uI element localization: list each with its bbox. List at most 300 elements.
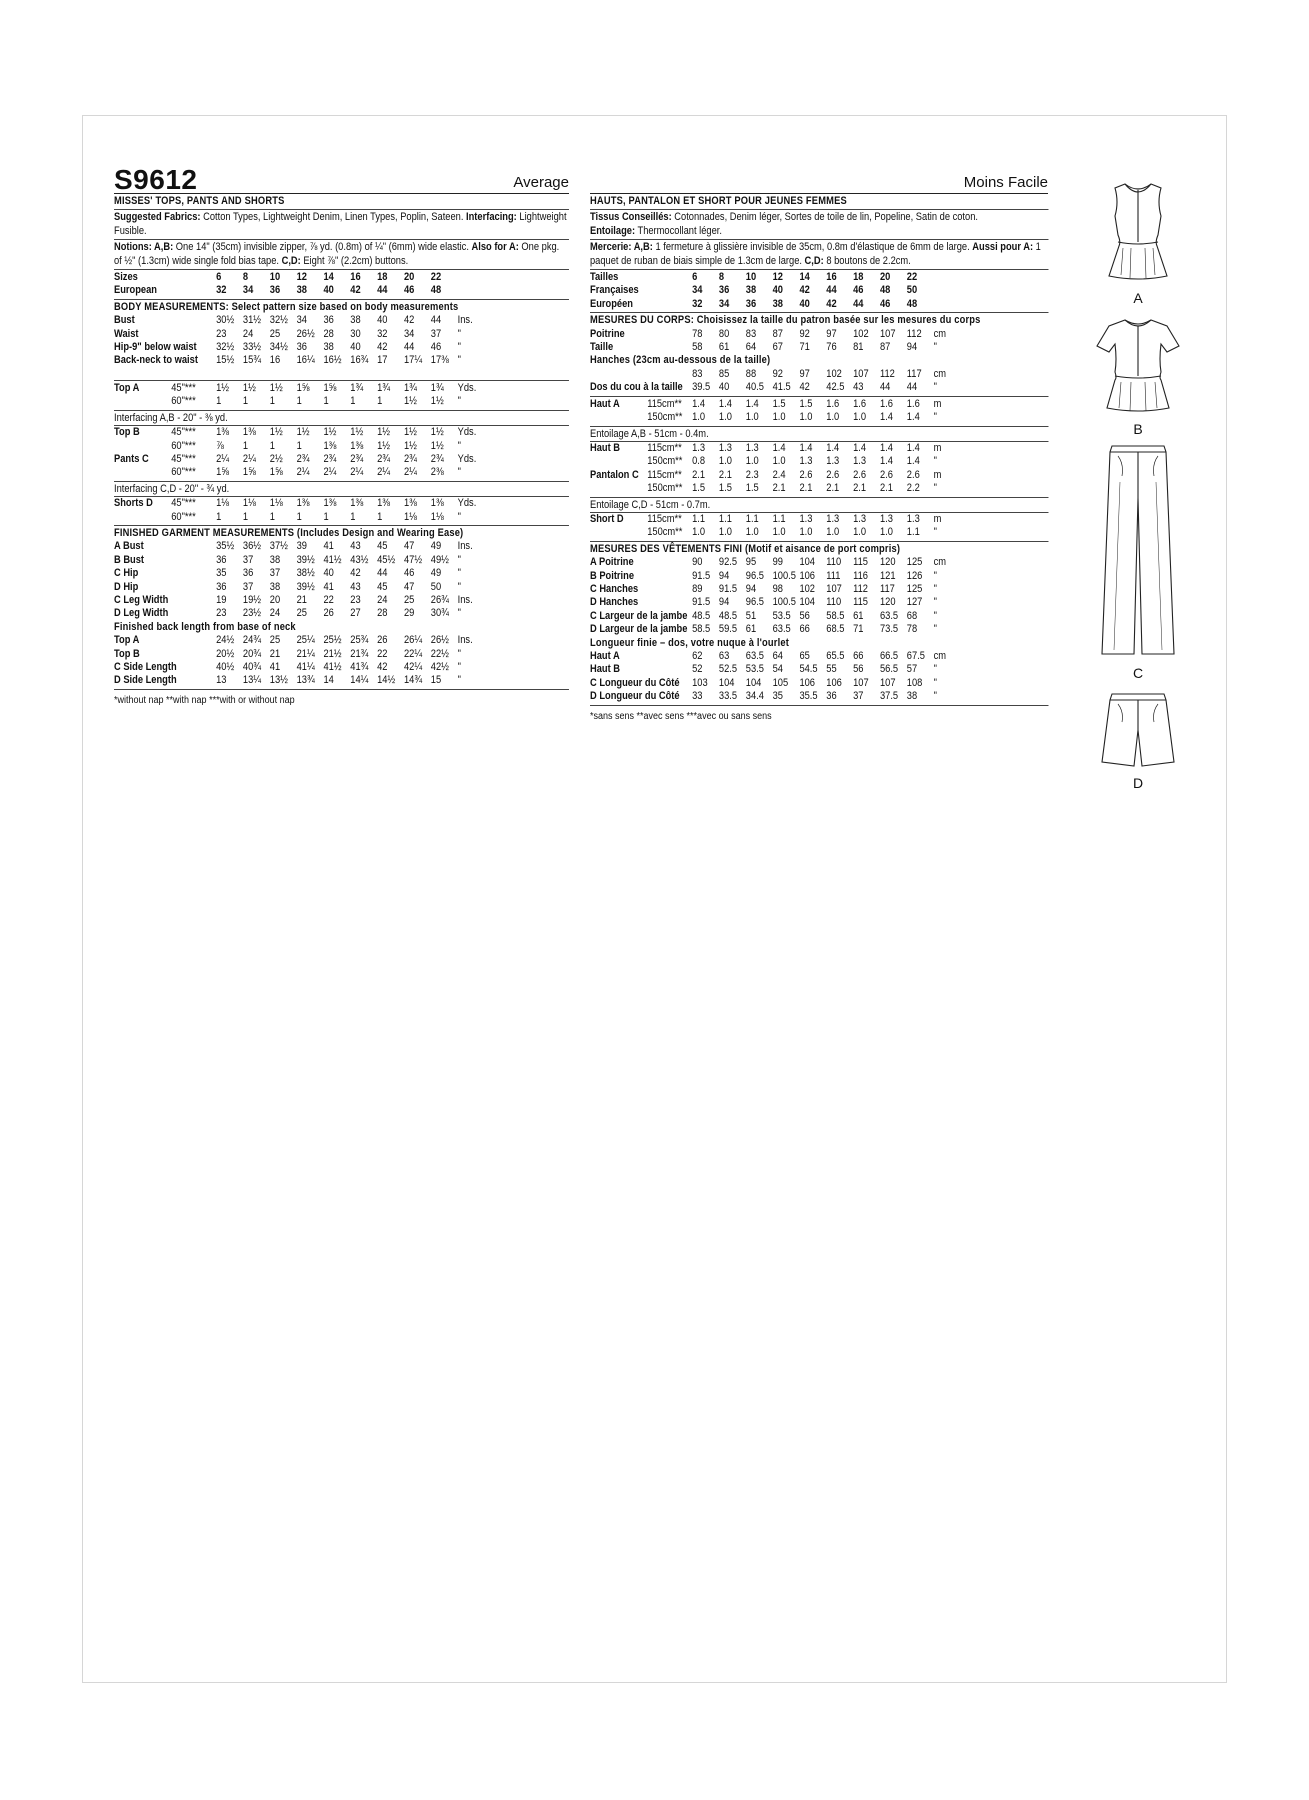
cell-value: 61: [853, 609, 864, 622]
cell-value: 44: [879, 381, 891, 394]
cell-value: 61: [718, 341, 730, 354]
cell-value: 90: [692, 556, 703, 569]
cell-value: 38½: [296, 567, 315, 580]
row-unit: cm: [933, 327, 947, 340]
cell-value: 117: [906, 367, 922, 380]
row-unit: m: [933, 512, 942, 525]
cell-value: 1½: [430, 439, 444, 452]
finished-rows: [114, 540, 569, 620]
cell-value: 1.4: [799, 441, 813, 454]
row-unit: Yds.: [457, 497, 477, 510]
cell-value: 37.5: [879, 690, 899, 703]
cell-value: 104: [745, 676, 762, 689]
cell-value: 81: [853, 341, 864, 354]
cell-value: 104: [718, 676, 735, 689]
yardage-group: [114, 482, 569, 526]
cell-value: 100.5: [772, 569, 796, 582]
cell-value: 1⅜: [323, 439, 337, 452]
cell-value: 23: [350, 593, 361, 606]
cell-value: 38: [745, 284, 757, 297]
english-header: [114, 160, 569, 194]
row-unit: ": [933, 690, 937, 703]
cell-value: 41½: [323, 661, 342, 673]
finished-title: FINISHED GARMENT MEASUREMENTS (Includes Design and Wearing Ease): [114, 526, 464, 539]
row-label: Back-neck to waist: [114, 354, 198, 367]
row-label: Haut B: [590, 441, 621, 454]
cell-value: 104: [799, 596, 816, 609]
cell-value: 14½: [377, 674, 396, 687]
cell-value: 26½: [296, 327, 315, 340]
cell-value: 1.0: [745, 411, 759, 424]
cell-value: 71: [853, 623, 864, 636]
back-length-row: [590, 677, 1048, 690]
interfacing-note: Interfacing A,B - 20" - ⅜ yd.: [114, 411, 228, 424]
cell-value: 8: [718, 271, 725, 284]
yardage-table-fr: [590, 397, 1048, 542]
cell-value: 21¾: [350, 647, 369, 660]
row-unit: ": [933, 381, 937, 394]
yardage-row: [590, 398, 1048, 411]
cell-value: 1¾: [430, 381, 444, 394]
cell-value: 40: [377, 314, 388, 327]
cell-value: 1.3: [718, 441, 732, 454]
cell-value: 38: [323, 341, 334, 354]
english-body: [114, 194, 569, 690]
row-unit: Ins.: [457, 540, 473, 553]
cell-value: 19: [216, 593, 227, 606]
cell-value: 21½: [323, 647, 342, 660]
cell-value: 38: [269, 580, 281, 593]
cell-value: 112: [853, 582, 868, 595]
row-unit: ": [457, 580, 461, 593]
cell-value: 49: [430, 540, 442, 553]
cell-value: 76: [826, 341, 837, 354]
row-unit: m: [933, 441, 942, 454]
cd-text-fr: 8 boutons de 2.2cm.: [823, 254, 911, 267]
cell-value: 41½: [323, 553, 342, 566]
cell-value: 102: [853, 327, 869, 340]
cell-value: 1⅛: [216, 497, 230, 510]
cell-value: 107: [879, 676, 896, 689]
cell-value: 1.3: [853, 455, 867, 468]
cell-value: 1⅝: [323, 381, 337, 394]
cell-value: 1⅜: [216, 426, 230, 439]
cell-value: 36: [216, 553, 227, 566]
row-unit: Yds.: [457, 381, 477, 394]
cell-value: 34.4: [745, 690, 764, 703]
cell-value: 2.6: [853, 468, 867, 481]
cell-value: 1.3: [799, 512, 813, 525]
cell-value: 23: [216, 607, 227, 620]
row-label: B Bust: [114, 553, 145, 566]
cell-value: 42: [403, 314, 415, 327]
cell-value: 25½: [323, 634, 342, 647]
finished-row: [114, 581, 569, 594]
view-b: [1083, 316, 1193, 437]
row-label: Dos du cou à la taille: [590, 381, 683, 394]
row-unit: m: [933, 397, 942, 410]
cell-value: 14: [323, 271, 334, 284]
cell-value: 40: [323, 284, 334, 297]
cell-value: 22: [906, 271, 918, 284]
cell-value: 54.5: [799, 663, 818, 676]
cell-value: 64: [745, 341, 757, 354]
pattern-title-fr: HAUTS, PANTALON ET SHORT POUR JEUNES FEMMES: [590, 194, 1048, 210]
view-d-shorts-drawing: [1098, 690, 1178, 770]
cell-value: 111: [826, 569, 841, 582]
cell-value: 1⅝: [269, 466, 283, 479]
row-label: D Longueur du Côté: [590, 690, 680, 703]
row-width: 60"***: [171, 466, 196, 479]
view-c-label: C: [1132, 665, 1144, 681]
cell-value: 1⅝: [296, 381, 310, 394]
cell-value: 8: [242, 271, 249, 284]
cell-value: 1½: [323, 426, 337, 439]
cell-value: 1.3: [879, 512, 893, 525]
row-width: 60"***: [171, 439, 196, 452]
finished-row: [114, 554, 569, 567]
cell-value: 67: [772, 341, 783, 354]
cell-value: 50: [430, 580, 442, 593]
cell-value: 48: [430, 284, 442, 297]
cell-value: 97: [826, 327, 837, 340]
row-width: 115cm**: [647, 441, 682, 454]
cell-value: 1.3: [826, 512, 840, 525]
also-text-fr: 1 paquet de ruban de biais simple de 1.3cm de large.: [590, 241, 1041, 267]
cell-value: 22: [430, 271, 442, 284]
cell-value: 42.5: [826, 381, 845, 394]
hip-row-fr: [590, 368, 1048, 395]
cell-value: 1⅜: [350, 497, 364, 510]
yardage-row: [590, 482, 1048, 495]
row-unit: ": [457, 510, 461, 523]
interfacing-text-fr: Thermocollant léger.: [635, 224, 722, 237]
view-a: [1083, 180, 1193, 306]
interfacing-label-fr: Entoilage:: [590, 224, 636, 237]
cell-value: 1½: [216, 381, 230, 394]
cell-value: 40.5: [745, 381, 764, 394]
cell-value: 20: [879, 271, 891, 284]
cell-value: 47½: [403, 553, 423, 566]
row-label: [114, 511, 171, 524]
row-label: D Side Length: [114, 674, 177, 687]
cell-value: 97: [799, 367, 810, 380]
cell-value: 1½: [430, 395, 444, 408]
row-label: Tailles: [590, 271, 619, 284]
cell-value: 1.3: [826, 455, 840, 468]
cell-value: 1.0: [772, 455, 786, 468]
cell-value: 42: [377, 341, 388, 354]
row-unit: [458, 284, 484, 297]
finished-measurements: [114, 526, 569, 690]
cell-value: 73.5: [879, 623, 899, 636]
cell-value: 24: [242, 327, 254, 340]
cell-value: 78: [692, 327, 703, 340]
cell-value: 36: [826, 690, 837, 703]
cell-value: 120: [879, 596, 896, 609]
cell-value: 38: [269, 553, 281, 566]
yardage-rows: [590, 512, 1048, 540]
cell-value: 45: [377, 580, 388, 593]
cell-value: 1.1: [906, 526, 920, 539]
cell-value: 43½: [350, 553, 369, 566]
yardage-row: [114, 395, 569, 408]
cell-value: 37: [269, 567, 281, 580]
cell-value: 46: [853, 284, 864, 297]
cell-value: 103: [692, 676, 708, 689]
cell-value: 46: [403, 567, 415, 580]
cell-value: 2.1: [772, 482, 786, 495]
cell-value: 2¼: [350, 466, 364, 479]
cell-value: 1¾: [403, 381, 417, 394]
cell-value: 1⅛: [269, 497, 283, 510]
cell-value: 2.1: [799, 482, 813, 495]
yardage-rows: [590, 441, 1048, 496]
cell-value: 26¼: [403, 634, 423, 647]
yardage-table: [114, 381, 569, 526]
view-b-top-drawing: [1093, 316, 1183, 416]
yardage-row: [590, 526, 1048, 539]
body-row: [114, 328, 569, 341]
finished-row: [590, 583, 1048, 596]
cd-label: C,D:: [281, 254, 301, 267]
row-width: 45"***: [171, 497, 196, 510]
cell-value: ⅞: [216, 439, 224, 452]
cell-value: 2.1: [692, 468, 706, 481]
cell-value: 1⅜: [350, 439, 364, 452]
cell-value: 38: [350, 314, 361, 327]
fabrics-section: [114, 210, 569, 240]
notions-section-fr: [590, 240, 1048, 270]
cell-value: 105: [772, 676, 789, 689]
cell-value: 95: [745, 556, 757, 569]
cell-value: 2⅜: [430, 466, 444, 479]
size-table-fr: [590, 270, 1048, 313]
cell-value: 115: [853, 556, 868, 569]
cell-value: 36: [718, 284, 730, 297]
cell-value: 31½: [242, 314, 262, 327]
interfacing-note: Interfacing C,D - 20" - ¾ yd.: [114, 482, 230, 495]
cell-value: 15¾: [242, 354, 262, 367]
row-label: Haut A: [590, 397, 620, 410]
fabrics-label: Suggested Fabrics:: [114, 211, 201, 224]
cell-value: 102: [799, 582, 816, 595]
cell-value: 2.6: [879, 468, 893, 481]
row-unit: cm: [933, 367, 947, 380]
cell-value: 1½: [403, 439, 417, 452]
cell-value: 2.6: [826, 468, 840, 481]
size-row: [590, 284, 1048, 297]
row-label: D Hanches: [590, 596, 639, 609]
cell-value: 51: [745, 609, 757, 622]
cell-value: 36: [242, 567, 254, 580]
cell-value: 2¾: [377, 452, 391, 465]
row-unit: ": [457, 553, 461, 566]
cell-value: 37: [430, 327, 442, 340]
cell-value: 42: [799, 381, 810, 394]
cell-value: 21: [269, 647, 281, 660]
cell-value: 34: [242, 284, 254, 297]
row-unit: [934, 298, 960, 311]
cell-value: 1½: [377, 426, 391, 439]
cell-value: 36: [296, 341, 307, 354]
row-label: Sizes: [114, 271, 138, 284]
row-label: Top B: [114, 647, 140, 660]
row-label: Haut A: [590, 650, 620, 662]
cell-value: 27: [350, 607, 361, 620]
finished-row: [590, 570, 1048, 583]
english-column: [114, 160, 569, 707]
finished-row: [114, 594, 569, 607]
hip-row: [590, 368, 1048, 381]
row-width: 150cm**: [647, 455, 683, 468]
cell-value: 36: [269, 284, 281, 297]
cell-value: 53.5: [745, 663, 764, 676]
cell-value: 94: [745, 582, 757, 595]
cell-value: 96.5: [745, 596, 764, 609]
cell-value: 102: [826, 367, 842, 380]
cell-value: 58.5: [692, 623, 711, 636]
cell-value: 35½: [216, 540, 235, 553]
cell-value: 24: [377, 593, 388, 606]
cell-value: 26½: [430, 634, 449, 647]
yardage-row: [114, 426, 569, 439]
cell-value: 92: [799, 327, 810, 340]
cell-value: 1⅜: [377, 497, 391, 510]
body-measurements: [114, 300, 569, 381]
cell-value: 1: [323, 510, 329, 523]
back-neck-row: [590, 381, 1048, 394]
cell-value: 16: [350, 271, 361, 284]
cell-value: 44: [403, 341, 415, 354]
cell-value: 1.4: [692, 397, 706, 410]
cell-value: 36: [745, 297, 757, 310]
footnote: *without nap **with nap ***with or without nap: [114, 694, 295, 706]
yardage-row: [590, 411, 1048, 424]
notions-label: Notions: A,B:: [114, 241, 174, 254]
view-c-pants-drawing: [1098, 442, 1178, 660]
row-label: Françaises: [590, 284, 639, 297]
row-unit: ": [933, 526, 937, 539]
cell-value: 42: [377, 661, 388, 673]
back-length-row: [590, 690, 1048, 703]
cell-value: 66: [799, 623, 810, 636]
cell-value: 41¼: [296, 661, 315, 673]
cell-value: 2¾: [430, 452, 444, 465]
row-label: Hip-9" below waist: [114, 341, 197, 354]
cell-value: 1: [323, 395, 329, 408]
cell-value: 63: [718, 650, 730, 662]
cell-value: 2.3: [745, 468, 759, 481]
cell-value: 65: [799, 650, 810, 662]
cell-value: 41.5: [772, 381, 791, 394]
cell-value: 116: [853, 569, 868, 582]
yardage-group: [114, 411, 569, 482]
cd-text: Eight ⅞" (2.2cm) buttons.: [300, 254, 409, 267]
cell-value: 2.2: [906, 482, 920, 495]
cell-value: 126: [906, 569, 923, 582]
cell-value: 1½: [377, 439, 391, 452]
cell-value: 1.0: [853, 411, 867, 424]
body-row: [114, 341, 569, 354]
cell-value: 26: [323, 607, 334, 620]
cell-value: 1⅜: [430, 497, 444, 510]
notions-text-fr: 1 fermeture à glissière invisible de 35cm, 0.8m d'élastique de 6mm de large.: [652, 241, 973, 254]
cell-value: 2.1: [879, 482, 893, 495]
cell-value: 16¼: [296, 354, 315, 367]
cell-value: 12: [296, 271, 307, 284]
cell-value: 32½: [216, 341, 235, 354]
cell-value: 1½: [296, 426, 310, 439]
row-unit: Ins.: [457, 634, 473, 647]
cell-value: 1.5: [799, 397, 813, 410]
cell-value: 14¼: [350, 674, 369, 687]
cell-value: 91.5: [692, 596, 711, 609]
cell-value: 65.5: [826, 650, 845, 662]
cell-value: 30: [350, 327, 361, 340]
cell-value: 33½: [242, 341, 262, 354]
also-text: One pkg. of ½" (1.3cm) wide single fold bias tape.: [114, 241, 560, 267]
row-unit: Ins.: [457, 314, 473, 327]
view-b-label: B: [1133, 421, 1143, 437]
cell-value: 1: [350, 510, 356, 523]
yardage-row: [590, 513, 1048, 526]
cell-value: 13¼: [242, 674, 262, 687]
cell-value: 2¾: [323, 452, 337, 465]
row-width: 45"***: [171, 426, 196, 439]
row-unit: ": [457, 674, 461, 687]
cell-value: 37: [242, 553, 254, 566]
cell-value: 1½: [403, 395, 417, 408]
back-length-title: Finished back length from base of neck: [114, 620, 296, 633]
row-unit: ": [457, 341, 461, 354]
cell-value: 94: [718, 569, 730, 582]
notions-label-fr: Mercerie: A,B:: [590, 241, 653, 254]
cell-value: 1.3: [692, 441, 706, 454]
cell-value: 1.4: [718, 397, 732, 410]
cell-value: 47: [403, 540, 415, 553]
cell-value: 1½: [269, 426, 283, 439]
cell-value: 2¼: [242, 452, 256, 465]
notions-text: One 14" (35cm) invisible zipper, ⅞ yd. (0.8m) of ¼" (6mm) wide elastic.: [173, 241, 472, 254]
cell-value: 108: [906, 676, 923, 689]
cell-value: 1.1: [745, 512, 759, 525]
pattern-title: MISSES' TOPS, PANTS AND SHORTS: [114, 194, 569, 210]
row-unit: ": [457, 567, 461, 580]
cell-value: 56: [799, 609, 810, 622]
cell-value: 1.3: [906, 512, 920, 525]
cell-value: 106: [799, 569, 816, 582]
cell-value: 1.3: [853, 512, 867, 525]
cell-value: 96.5: [745, 569, 764, 582]
cell-value: 30½: [216, 314, 235, 327]
row-unit: cm: [933, 650, 947, 662]
row-label: [114, 440, 171, 453]
row-unit: ": [457, 354, 461, 367]
cell-value: 48.5: [692, 609, 711, 622]
yardage-row: [114, 466, 569, 479]
cell-value: 33: [692, 690, 703, 703]
cell-value: 1.5: [745, 482, 759, 495]
cell-value: 2¾: [403, 452, 417, 465]
back-length-title-fr: Longueur finie – dos, votre nuque à l'ourlet: [590, 636, 790, 649]
cell-value: 42: [350, 284, 361, 297]
row-label: Taille: [590, 341, 614, 354]
cell-value: 66: [853, 650, 864, 662]
row-unit: Ins.: [457, 593, 473, 606]
cell-value: 40: [772, 284, 783, 297]
cell-value: 91.5: [718, 582, 738, 595]
